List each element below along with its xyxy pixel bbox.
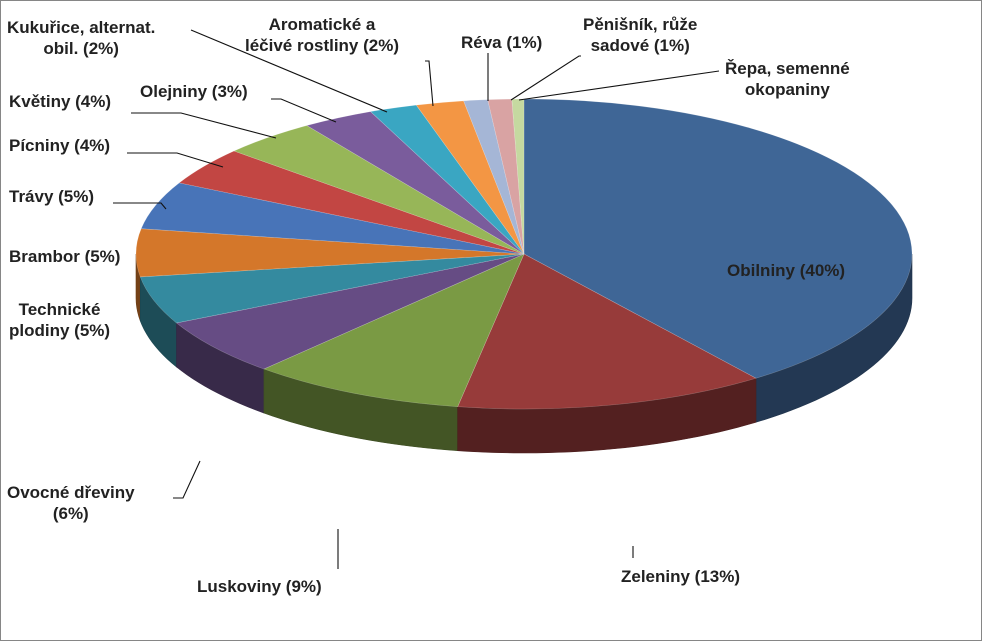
label-kvetiny: [9, 91, 111, 112]
label-repa-line-1: Řepa, semenné: [725, 59, 850, 78]
leader-line-5: [131, 113, 276, 138]
label-aromaticke-line-1: Aromatické a: [268, 15, 376, 34]
label-reva: [461, 32, 542, 53]
label-technicke-line-2: plodiny (5%): [9, 321, 111, 340]
label-zeleniny: [621, 566, 740, 587]
label-kvetiny-line: Květiny (4%): [9, 92, 112, 111]
label-travy-line: Trávy (5%): [9, 187, 95, 206]
label-brambor-line: Brambor (5%): [9, 247, 121, 266]
label-kukurice-line-1: Kukuřice, alternat.: [7, 18, 156, 37]
label-luskoviny: [197, 576, 322, 597]
label-technicke-line-1: Technické: [18, 300, 101, 319]
leader-line-10: [511, 56, 581, 100]
label-ovocne-dreviny: [7, 482, 135, 524]
label-repa-line-2: okopaniny: [744, 80, 830, 99]
label-ovocne-line-2: (6%): [52, 504, 89, 523]
label-olejniny: [140, 81, 248, 102]
label-picniny-line: Pícniny (4%): [9, 136, 111, 155]
label-aromaticke-line-2: léčivé rostliny (2%): [245, 36, 400, 55]
leader-line-0: [173, 461, 200, 498]
label-travy: [9, 186, 94, 207]
label-zeleniny-line: Zeleniny (13%): [621, 567, 741, 586]
leader-line-6: [271, 99, 336, 122]
label-penisnik-line-1: Pěnišník, růže: [583, 15, 698, 34]
label-kukurice-line-2: obil. (2%): [43, 39, 119, 58]
label-olejniny-line: Olejniny (3%): [140, 82, 248, 101]
leader-line-8: [425, 61, 433, 106]
label-penisnik-line-2: sadové (1%): [590, 36, 690, 55]
label-aromaticke: [245, 14, 399, 56]
label-repa: [725, 58, 850, 100]
label-kukurice: [7, 17, 155, 59]
label-ovocne-line-1: Ovocné dřeviny: [7, 483, 135, 502]
label-picniny: [9, 135, 110, 156]
label-luskoviny-line: Luskoviny (9%): [197, 577, 322, 596]
label-brambor: [9, 246, 120, 267]
label-obilniny: [727, 260, 845, 281]
label-penisnik: [583, 14, 697, 56]
label-reva-line: Réva (1%): [461, 33, 543, 52]
label-obilniny-line: Obilniny (40%): [727, 261, 846, 280]
label-technicke-plodiny: [9, 299, 110, 341]
